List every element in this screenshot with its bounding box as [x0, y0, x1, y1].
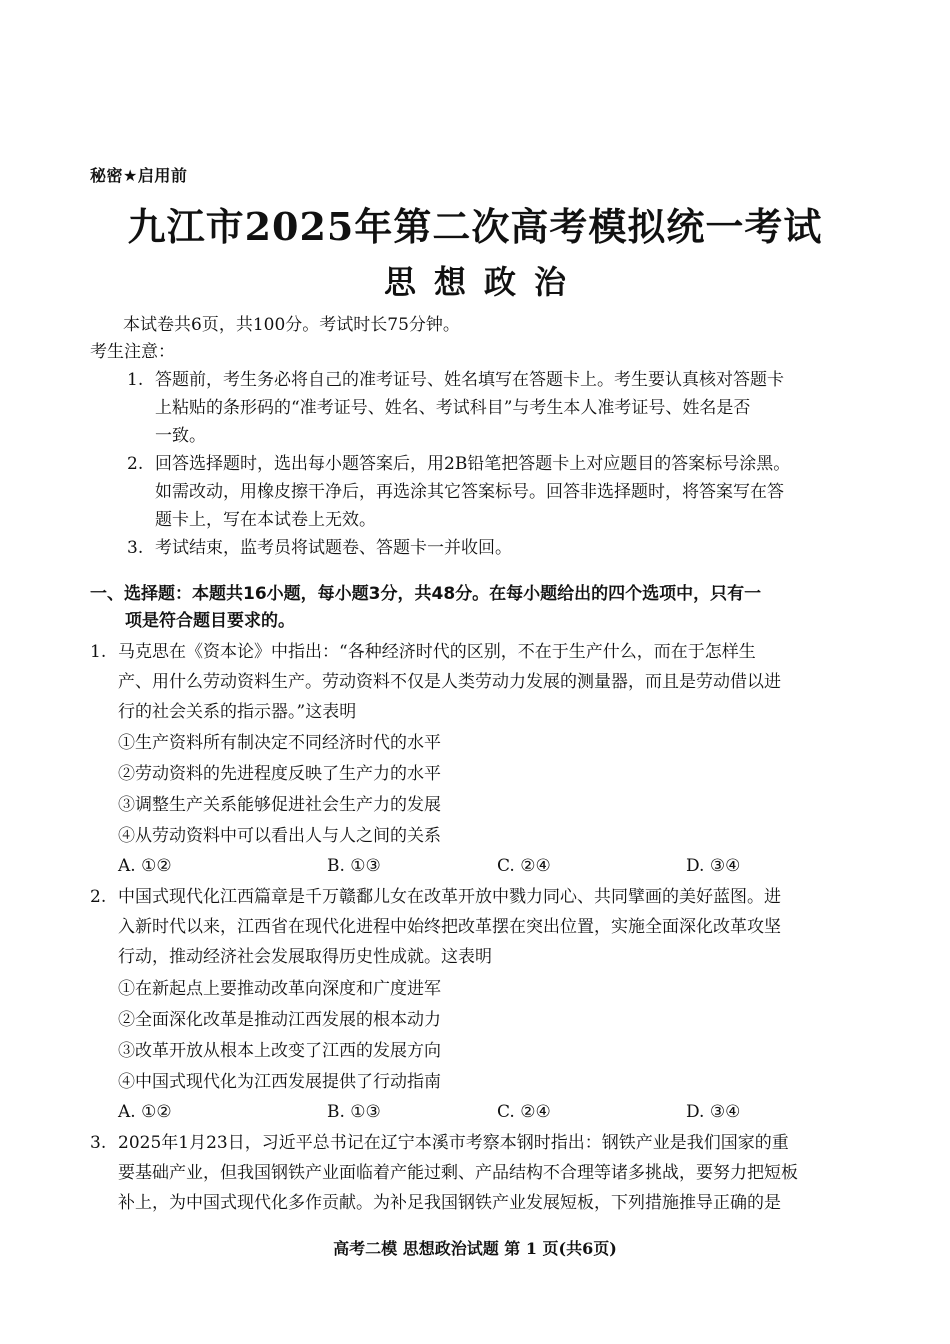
question-stem: 马克思在《资本论》中指出：“各种经济时代的区别，不在于生产什么，而在于怎样生 [118, 642, 756, 662]
option-c: C. ②④ [497, 856, 551, 876]
option-b: B. ①③ [327, 856, 381, 876]
note-line: 如需改动，用橡皮擦干净后，再选涂其它答案标号。回答非选择题时，将答案写在答 [155, 482, 784, 502]
question-number: 2. [90, 887, 107, 907]
question-number: 3. [90, 1133, 107, 1153]
option-b: B. ①③ [327, 1102, 381, 1122]
note-line: 答题前，考生务必将自己的准考证号、姓名填写在答题卡上。考生要认真核对答题卡 [155, 370, 784, 390]
section-heading: 一、选择题：本题共16小题，每小题3分，共48分。在每小题给出的四个选项中，只有一 [90, 584, 762, 604]
question-stem: 要基础产业，但我国钢铁产业面临着产能过剩、产品结构不合理等诸多挑战，要努力把短板 [118, 1163, 798, 1183]
question-stem: 补上，为中国式现代化多作贡献。为补足我国钢铁产业发展短板，下列措施推导正确的是 [118, 1193, 781, 1213]
notice-label: 考生注意： [90, 342, 175, 362]
secret-mark: 秘密★启用前 [90, 166, 188, 185]
exam-info: 本试卷共6页，共100分。考试时长75分钟。 [123, 315, 460, 335]
option-c: C. ②④ [497, 1102, 551, 1122]
option-a: A. ①② [118, 856, 172, 876]
statement: ①生产资料所有制决定不同经济时代的水平 [118, 733, 441, 753]
statement: ③调整生产关系能够促进社会生产力的发展 [118, 795, 441, 815]
question-stem: 中国式现代化江西篇章是千万赣鄱儿女在改革开放中戮力同心、共同擘画的美好蓝图。进 [118, 887, 781, 907]
option-a: A. ①② [118, 1102, 172, 1122]
exam-title: 九江市2025年第二次高考模拟统一考试 [127, 204, 823, 249]
note-line: 考试结束，监考员将试题卷、答题卡一并收回。 [155, 538, 512, 558]
note-number: 2. [127, 454, 144, 474]
question-stem: 产、用什么劳动资料生产。劳动资料不仅是人类劳动力发展的测量器，而且是劳动借以进 [118, 672, 781, 692]
question-stem: 行动，推动经济社会发展取得历史性成就。这表明 [118, 947, 492, 967]
note-number: 3. [127, 538, 144, 558]
note-line: 回答选择题时，选出每小题答案后，用2B铅笔把答题卡上对应题目的答案标号涂黑。 [155, 454, 791, 474]
statement: ②全面深化改革是推动江西发展的根本动力 [118, 1010, 441, 1030]
question-stem: 入新时代以来，江西省在现代化进程中始终把改革摆在突出位置，实施全面深化改革攻坚 [118, 917, 781, 937]
statement: ④中国式现代化为江西发展提供了行动指南 [118, 1072, 441, 1092]
question-stem: 2025年1月23日，习近平总书记在辽宁本溪市考察本钢时指出：钢铁产业是我们国家的重 [118, 1133, 789, 1153]
subject-title: 思想政治 [383, 263, 584, 301]
note-line: 题卡上，写在本试卷上无效。 [155, 510, 376, 530]
note-line: 上粘贴的条形码的“准考证号、姓名、考试科目”与考生本人准考证号、姓名是否 [155, 398, 751, 418]
question-number: 1. [90, 642, 107, 662]
question-stem: 行的社会关系的指示器。”这表明 [118, 702, 357, 722]
note-number: 1. [127, 370, 144, 390]
page-footer: 高考二模 思想政治试题 第 1 页(共6页) [333, 1239, 617, 1258]
statement: ④从劳动资料中可以看出人与人之间的关系 [118, 826, 441, 846]
option-d: D. ③④ [686, 1102, 741, 1122]
note-line: 一致。 [155, 426, 206, 446]
statement: ①在新起点上要推动改革向深度和广度进军 [118, 979, 441, 999]
statement: ③改革开放从根本上改变了江西的发展方向 [118, 1041, 441, 1061]
statement: ②劳动资料的先进程度反映了生产力的水平 [118, 764, 441, 784]
option-d: D. ③④ [686, 856, 741, 876]
section-heading-cont: 项是符合题目要求的。 [125, 611, 295, 631]
